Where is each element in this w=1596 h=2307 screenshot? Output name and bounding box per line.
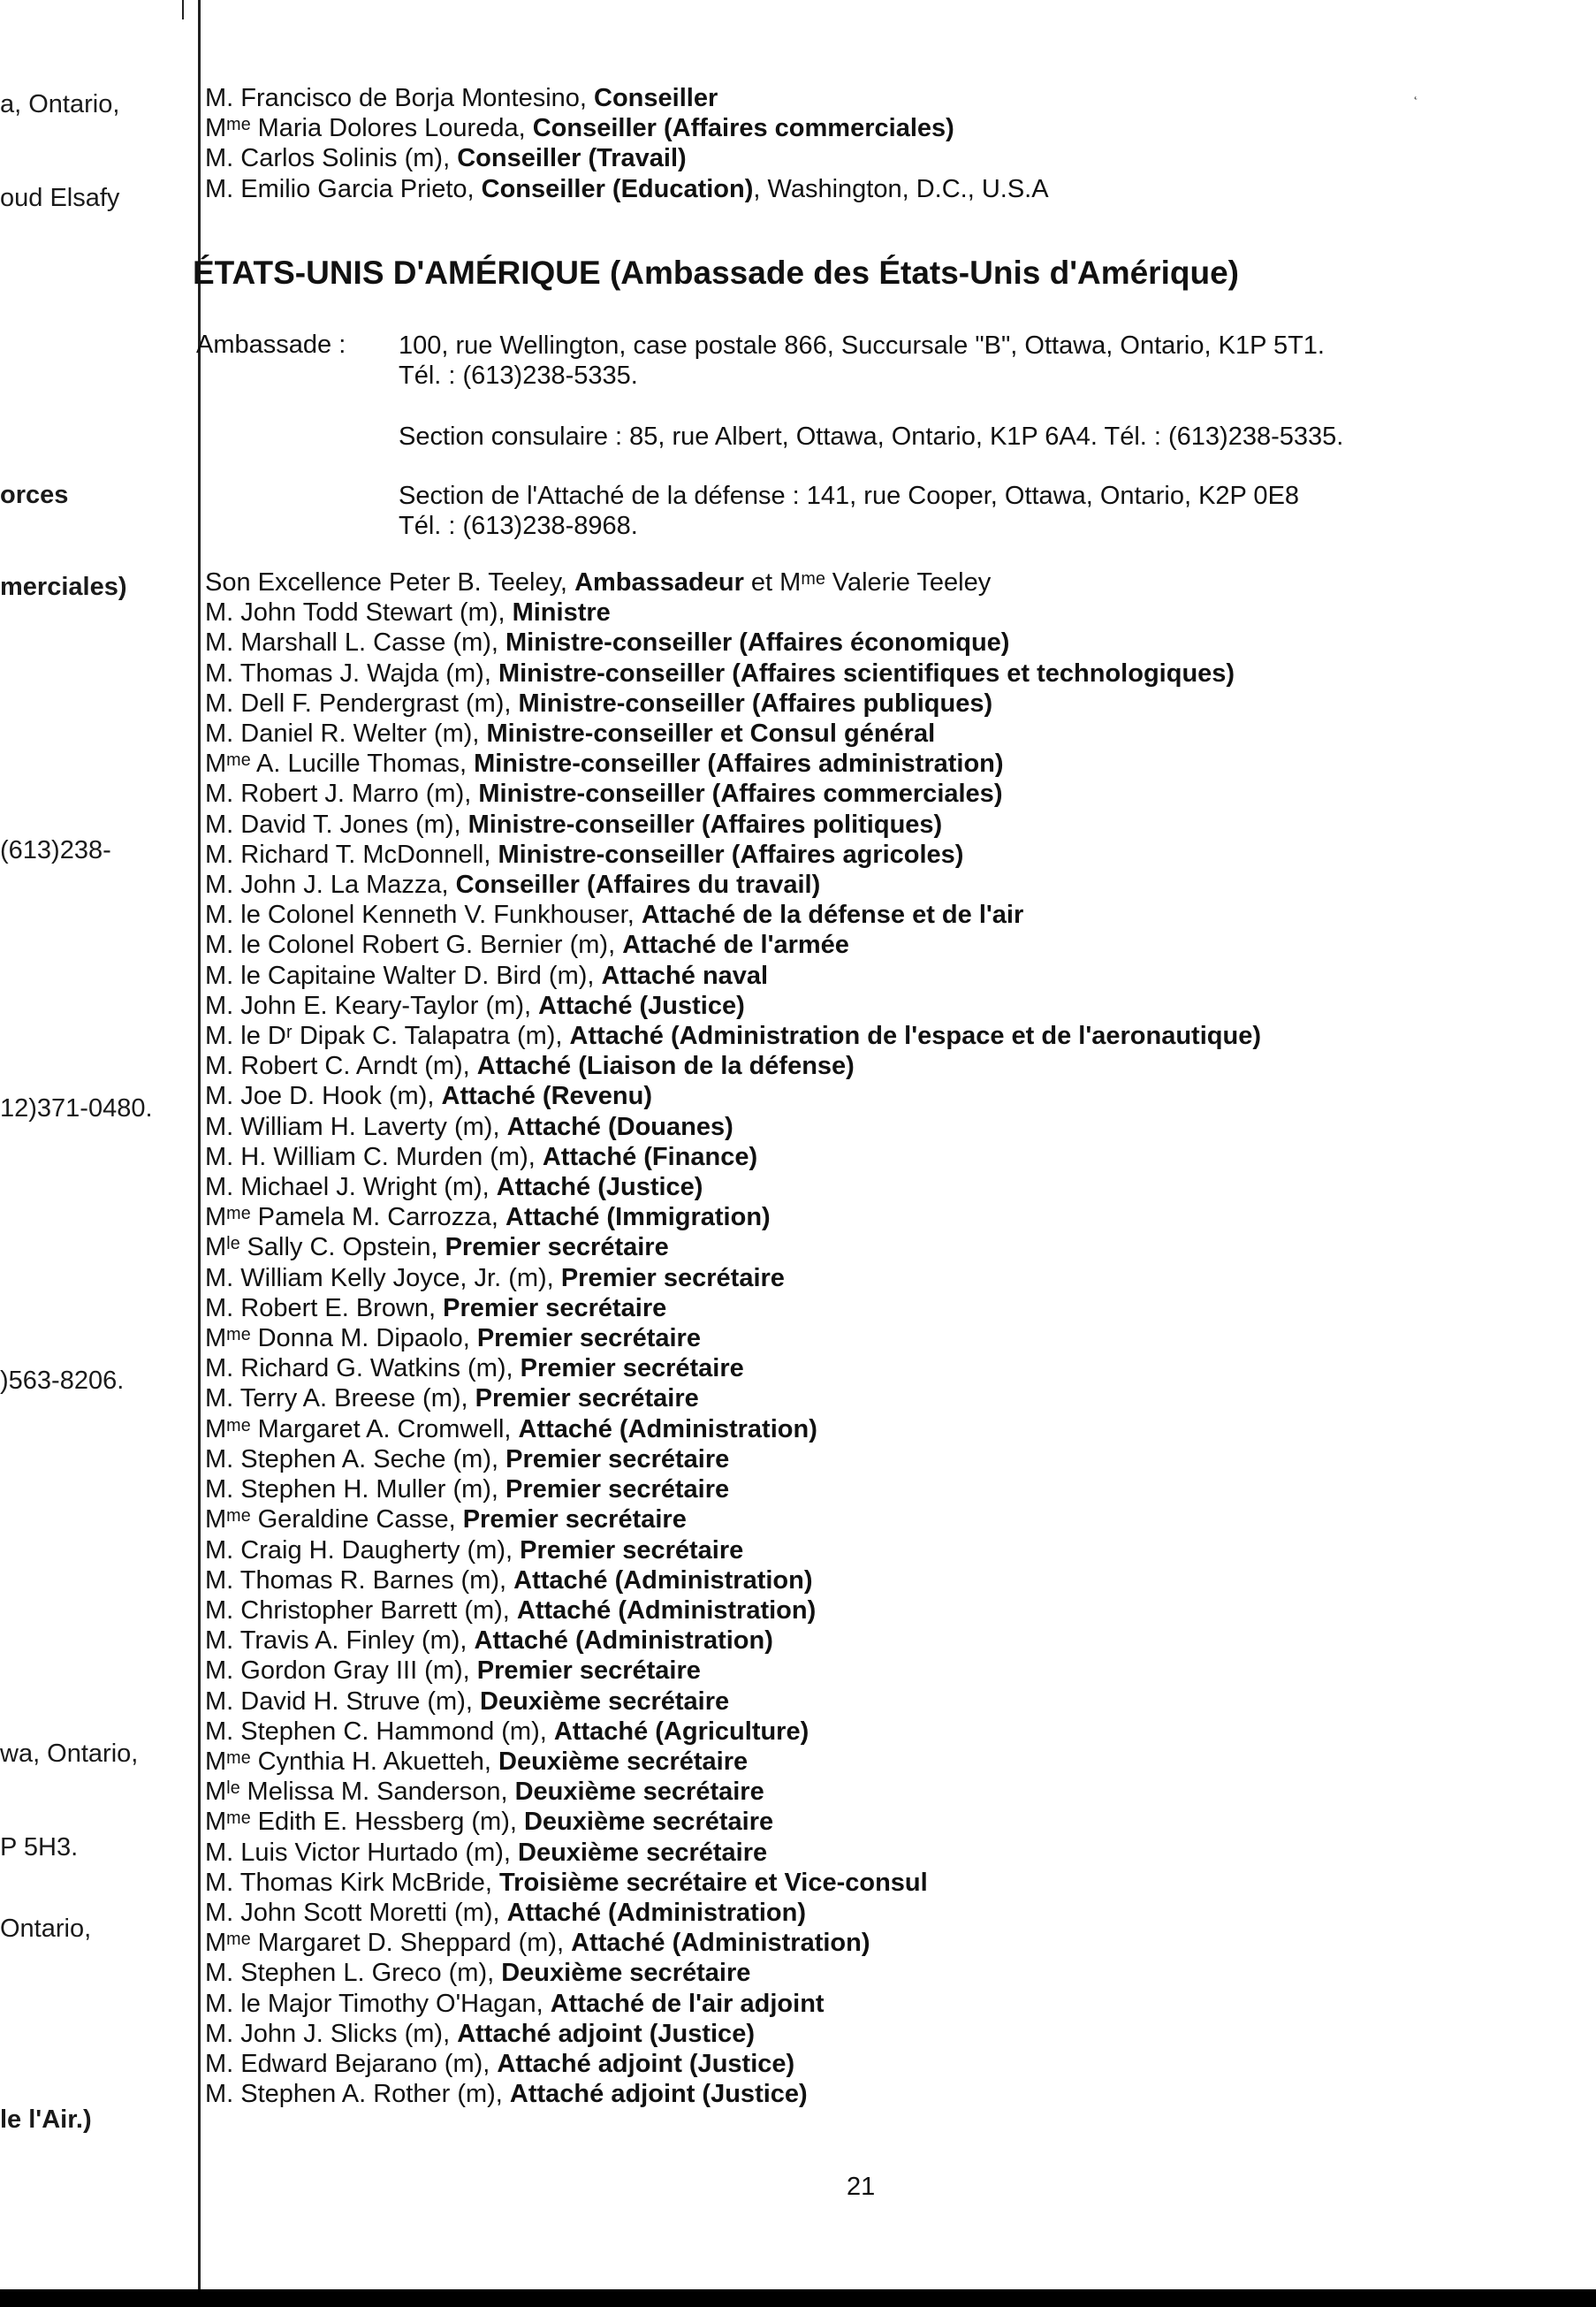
entry-name: M. le Dʳ Dipak C. Talapatra (m), (205, 1022, 570, 1051)
entry-title: Premier secrétaire (445, 1233, 669, 1262)
left-fragment: a, Ontario, (0, 90, 120, 118)
entry-name: M. Craig H. Daugherty (m), (205, 1535, 521, 1565)
entry-line (205, 900, 1261, 930)
entry-name: M. Carlos Solinis (m), (205, 144, 458, 173)
entry-line (205, 1293, 1261, 1323)
entry-line (205, 1142, 1261, 1172)
entry-title: Ministre-conseiller (Affaires administration) (474, 750, 1004, 779)
entry-name: M. John J. Slicks (m), (205, 2019, 458, 2048)
entry-name: M. le Major Timothy O'Hagan, (205, 1989, 551, 2018)
entry-name: M. John Todd Stewart (m), (205, 598, 513, 628)
entry-line (205, 598, 1261, 628)
entry-line (205, 840, 1261, 870)
entry-title: Ministre-conseiller et Consul général (486, 720, 936, 749)
entry-name: M. H. William C. Murden (m), (205, 1142, 543, 1171)
entry-line (205, 1202, 1261, 1232)
defense-section (399, 481, 1299, 541)
entry-title: Premier secrétaire (475, 1384, 699, 1413)
entry-name: M. le Colonel Robert G. Bernier (m), (205, 931, 623, 960)
entry-title: Deuxième secrétaire (523, 1808, 774, 1837)
entry-title: Attaché (Administration) (506, 1898, 806, 1927)
entry-title: Deuxième secrétaire (498, 1747, 749, 1776)
entry-name: M. Marshall L. Casse (m), (205, 628, 505, 658)
entry-name: M. Stephen C. Hammond (m), (205, 1717, 554, 1746)
entry-line (205, 870, 1261, 900)
entry-name: Mᵐᵉ Cynthia H. Akuetteh, (205, 1747, 499, 1776)
entry-line (205, 961, 1261, 991)
left-fragment: orces (0, 481, 69, 509)
entry-line (205, 1535, 1261, 1565)
address-line-2: Tél. : (613)238-5335. (399, 362, 638, 390)
entry-name: M. Francisco de Borja Montesino, (205, 84, 595, 112)
entry-name: M. Daniel R. Welter (m), (205, 720, 487, 749)
entry-title: Ambassadeur (574, 568, 744, 597)
entry-line (205, 991, 1261, 1021)
entry-line (205, 659, 1261, 689)
left-fragment: )563-8206. (0, 1367, 125, 1395)
entry-title: Premier secrétaire (443, 1293, 667, 1322)
entry-title: Ministre-conseiller (Affaires commerciales) (478, 780, 1003, 809)
entry-title: Deuxième secrétaire (514, 1778, 764, 1807)
entry-line (205, 1868, 1261, 1898)
entry-line (205, 1958, 1261, 1988)
entry-line (205, 1112, 1261, 1142)
entry-title: Premier secrétaire (560, 1263, 785, 1292)
entry-title: Attaché de l'armée (622, 931, 849, 960)
entry-line (205, 1414, 1261, 1444)
entry-line (205, 689, 1261, 719)
entry-title: Conseiller (Education) (481, 174, 754, 203)
entry-title: Deuxième secrétaire (501, 1959, 751, 1988)
entry-title: Premier secrétaire (505, 1475, 730, 1504)
entry-title: Attaché (Administration) (513, 1565, 813, 1595)
entry-name: M. Stephen A. Seche (m), (205, 1444, 506, 1473)
entry-title: Ministre-conseiller (Affaires économique) (505, 628, 1010, 658)
entry-name: M. Michael J. Wright (m), (205, 1173, 497, 1202)
entry-line (205, 749, 1261, 779)
entry-line (205, 930, 1261, 960)
entry-line (205, 567, 1261, 598)
entry-title: Attaché adjoint (Justice) (497, 2049, 795, 2078)
entry-title: Attaché (Finance) (542, 1142, 758, 1171)
entry-line (205, 779, 1261, 809)
entry-name: Mᵐᵉ Geraldine Casse, (205, 1505, 463, 1534)
entry-name: Mᵐᵉ Margaret A. Cromwell, (205, 1414, 519, 1443)
entry-title: Conseiller (Affaires du travail) (455, 871, 821, 900)
stray-mark: ˛ (1414, 85, 1419, 100)
entry-name: M. Christopher Barrett (m), (205, 1595, 517, 1625)
entry-name: M. Edward Bejarano (m), (205, 2049, 498, 2078)
entry-name: M. Thomas Kirk McBride, (205, 1868, 500, 1897)
entry-name: M. Emilio Garcia Prieto, (205, 174, 482, 203)
entry-title: Attaché (Immigration) (505, 1203, 771, 1232)
entry-name: Mᵐᵉ Margaret D. Sheppard (m), (205, 1929, 572, 1958)
country-heading: ÉTATS-UNIS D'AMÉRIQUE (Ambassade des États-Unis d'Amérique) (193, 255, 1239, 291)
entry-name: M. Richard T. McDonnell, (205, 840, 498, 869)
address-line-1: 100, rue Wellington, case postale 866, Succursale "B", Ottawa, Ontario, K1P 5T1. (399, 331, 1325, 360)
entry-title: Conseiller (Travail) (457, 144, 687, 173)
entry-title: Attaché (Administration) (571, 1929, 870, 1958)
left-fragment: Ontario, (0, 1915, 92, 1943)
entry-line (205, 1626, 1261, 1656)
entry-name: M. Stephen A. Rother (m), (205, 2080, 510, 2109)
ambassade-address (399, 331, 1325, 391)
entry-title: Premier secrétaire (476, 1324, 701, 1353)
defense-line-1: Section de l'Attaché de la défense : 141, rue Cooper, Ottawa, Ontario, K2P 0E8 (399, 482, 1300, 510)
entry-line (205, 1474, 1261, 1504)
entry-title: Ministre-conseiller (Affaires scientifiques et technologiques) (498, 659, 1235, 688)
entry-line (205, 143, 1049, 173)
entry-line (205, 1777, 1261, 1807)
entry-line (205, 2019, 1261, 2049)
entry-line (205, 628, 1261, 658)
entry-line (205, 1383, 1261, 1413)
entry-title: Attaché (Administration) (518, 1414, 817, 1443)
entry-title: Premier secrétaire (520, 1354, 744, 1383)
entry-name: M. Terry A. Breese (m), (205, 1384, 475, 1413)
entry-name: M. John Scott Moretti (m), (205, 1898, 507, 1927)
entry-line (205, 1504, 1261, 1534)
entry-title: Attaché adjoint (Justice) (509, 2080, 808, 2109)
entry-line (205, 1656, 1261, 1686)
entry-suffix: , Washington, D.C., U.S.A (753, 174, 1049, 203)
entry-line (205, 1717, 1261, 1747)
entry-line (205, 113, 1049, 143)
left-fragment: 12)371-0480. (0, 1094, 153, 1123)
entry-name: M. David T. Jones (m), (205, 810, 468, 839)
entry-title: Ministre (512, 598, 611, 628)
entry-line (205, 1263, 1261, 1293)
entry-name: Mᵐᵉ Donna M. Dipaolo, (205, 1324, 477, 1353)
left-fragment: P 5H3. (0, 1833, 79, 1862)
entry-line (205, 1444, 1261, 1474)
entry-name: M. William H. Laverty (m), (205, 1112, 507, 1141)
entry-title: Attaché (Revenu) (441, 1082, 652, 1111)
entry-title: Premier secrétaire (505, 1444, 730, 1473)
entry-line (205, 174, 1049, 204)
entry-line (205, 2079, 1261, 2109)
entry-line (205, 1747, 1261, 1777)
entry-title: Attaché (Justice) (496, 1173, 703, 1202)
entry-name: M. Stephen H. Muller (m), (205, 1475, 506, 1504)
entry-line (205, 1898, 1261, 1928)
entry-name: M. William Kelly Joyce, Jr. (m), (205, 1263, 561, 1292)
entry-name: M. Stephen L. Greco (m), (205, 1959, 502, 1988)
entry-title: Attaché (Administration) (516, 1595, 817, 1625)
entry-title: Ministre-conseiller (Affaires agricoles) (498, 840, 964, 869)
entry-title: Deuxième secrétaire (480, 1686, 730, 1716)
entry-title: Troisième secrétaire et Vice-consul (499, 1868, 928, 1897)
entry-title: Attaché (Douanes) (506, 1112, 733, 1141)
entry-name: M. le Capitaine Walter D. Bird (m), (205, 961, 602, 990)
ambassade-label: Ambassade : (196, 331, 346, 359)
entry-title: Ministre-conseiller (Affaires publiques) (518, 689, 993, 718)
entry-title: Deuxième secrétaire (518, 1838, 768, 1867)
left-fragment: merciales) (0, 573, 127, 601)
entry-title: Attaché (Justice) (538, 991, 745, 1020)
entry-name: M. Robert E. Brown, (205, 1293, 444, 1322)
entry-line (205, 1807, 1261, 1837)
entry-title: Attaché naval (601, 961, 769, 990)
entry-title: Attaché de l'air adjoint (550, 1989, 825, 2018)
top-entries-list (205, 83, 1049, 204)
entry-name: M. Dell F. Pendergrast (m), (205, 689, 519, 718)
entry-name: M. John E. Keary-Taylor (m), (205, 991, 539, 1020)
entry-line (205, 83, 1049, 113)
entry-name: M. le Colonel Kenneth V. Funkhouser, (205, 901, 642, 930)
entry-name: M. John J. La Mazza, (205, 871, 456, 900)
entry-name: Mˡᵉ Sally C. Opstein, (205, 1233, 445, 1262)
entry-suffix: et Mᵐᵉ Valerie Teeley (743, 568, 992, 597)
entry-name: M. Richard G. Watkins (m), (205, 1354, 521, 1383)
entry-name: Mᵐᵉ A. Lucille Thomas, (205, 750, 475, 779)
entry-title: Premier secrétaire (476, 1656, 701, 1686)
entry-line (205, 1565, 1261, 1595)
scan-bottom-edge (0, 2289, 1596, 2307)
entry-name: M. Thomas R. Barnes (m), (205, 1565, 514, 1595)
staff-list (205, 567, 1261, 2109)
entry-line (205, 1232, 1261, 1262)
entry-title: Attaché de la défense et de l'air (641, 901, 1024, 930)
entry-name: M. Thomas J. Wajda (m), (205, 659, 498, 688)
defense-line-2: Tél. : (613)238-8968. (399, 512, 638, 540)
entry-line (205, 1021, 1261, 1051)
entry-line (205, 1838, 1261, 1868)
entry-title: Conseiller (594, 84, 718, 112)
entry-name: Son Excellence Peter B. Teeley, (205, 568, 575, 597)
entry-name: M. Joe D. Hook (m), (205, 1082, 442, 1111)
entry-name: Mᵐᵉ Pamela M. Carrozza, (205, 1203, 506, 1232)
entry-name: Mᵐᵉ Edith E. Hessberg (m), (205, 1808, 524, 1837)
entry-name: M. Luis Victor Hurtado (m), (205, 1838, 519, 1867)
entry-line (205, 1928, 1261, 1958)
entry-line (205, 810, 1261, 840)
entry-name: Mˡᵉ Melissa M. Sanderson, (205, 1778, 515, 1807)
entry-title: Conseiller (Affaires commerciales) (532, 114, 954, 143)
entry-line (205, 1081, 1261, 1111)
entry-title: Attaché adjoint (Justice) (457, 2019, 755, 2048)
left-fragment: oud Elsafy (0, 184, 120, 212)
entry-name: M. Robert J. Marro (m), (205, 780, 479, 809)
entry-title: Attaché (Administration) (474, 1626, 773, 1656)
page-number: 21 (847, 2173, 876, 2201)
entry-line (205, 1686, 1261, 1717)
consular-section (399, 422, 1343, 452)
entry-title: Attaché (Agriculture) (553, 1717, 809, 1746)
entry-title: Attaché (Administration de l'espace et de l'aeronautique) (569, 1022, 1261, 1051)
entry-name: M. Travis A. Finley (m), (205, 1626, 475, 1656)
entry-title: Premier secrétaire (462, 1505, 687, 1534)
entry-line (205, 1989, 1261, 2019)
left-fragment: (613)238- (0, 836, 111, 864)
entry-name: M. Robert C. Arndt (m), (205, 1052, 477, 1081)
entry-name: M. Gordon Gray III (m), (205, 1656, 477, 1686)
consular-line: Section consulaire : 85, rue Albert, Ottawa, Ontario, K1P 6A4. Tél. : (613)238-5335. (399, 423, 1344, 451)
entry-name: M. David H. Struve (m), (205, 1686, 480, 1716)
entry-line (205, 719, 1261, 749)
left-tick (182, 0, 184, 19)
entry-line (205, 1323, 1261, 1353)
entry-title: Attaché (Liaison de la défense) (476, 1052, 855, 1081)
entry-line (205, 1051, 1261, 1081)
entry-line (205, 1353, 1261, 1383)
entry-line (205, 1595, 1261, 1626)
entry-line (205, 1172, 1261, 1202)
left-fragment: wa, Ontario, (0, 1740, 139, 1768)
left-fragment: le l'Air.) (0, 2105, 92, 2134)
entry-line (205, 2049, 1261, 2079)
entry-title: Premier secrétaire (520, 1535, 744, 1565)
entry-title: Ministre-conseiller (Affaires politiques) (467, 810, 943, 839)
entry-name: Mᵐᵉ Maria Dolores Loureda, (205, 114, 533, 143)
